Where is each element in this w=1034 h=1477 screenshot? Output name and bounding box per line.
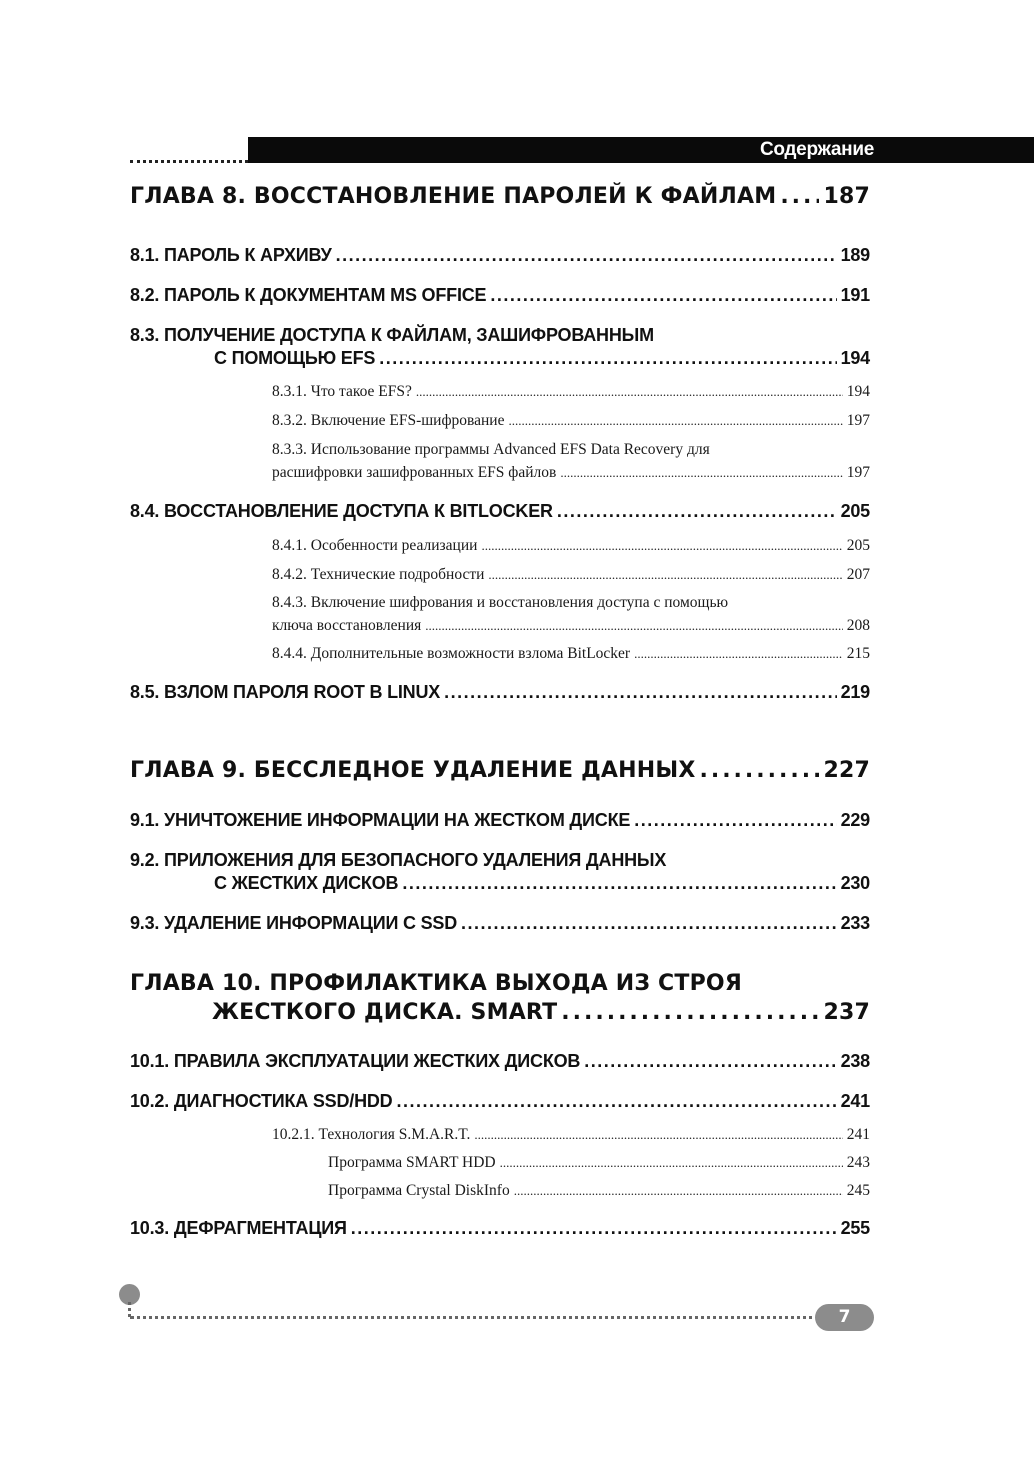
toc-subsection-crystal-diskinfo-title: Программа Crystal DiskInfo bbox=[328, 1182, 510, 1199]
toc-section-10-1[interactable] bbox=[130, 1050, 870, 1073]
toc-subsection-8-3-1-page: 194 bbox=[846, 383, 870, 400]
toc-subsection-8-4-1-title: 8.4.1. Особенности реализации bbox=[272, 537, 478, 554]
toc-subsection-8-4-4-page: 215 bbox=[846, 645, 870, 662]
toc-section-8-3[interactable] bbox=[130, 324, 870, 370]
toc-leader bbox=[500, 1151, 843, 1174]
toc-chapter-9[interactable] bbox=[130, 756, 870, 785]
toc-subsection-8-4-2[interactable] bbox=[272, 563, 870, 586]
toc-chapter-9-title: ГЛАВА 9. БЕССЛЕДНОЕ УДАЛЕНИЕ ДАННЫХ bbox=[130, 758, 696, 783]
toc-leader bbox=[396, 1090, 836, 1113]
toc-subsection-8-4-3-title-line2: ключа восстановления bbox=[272, 617, 422, 634]
toc-chapter-9-page: 227 bbox=[823, 758, 870, 783]
toc-section-10-2-title: 10.2. ДИАГНОСТИКА SSD/HDD bbox=[130, 1091, 393, 1111]
toc-leader bbox=[444, 681, 836, 704]
toc-section-9-3-title: 9.3. УДАЛЕНИЕ ИНФОРМАЦИИ С SSD bbox=[130, 913, 458, 933]
toc-section-8-3-page: 194 bbox=[840, 348, 870, 368]
toc-chapter-10-title-line2: ЖЕСТКОГО ДИСКА. SMART bbox=[212, 1000, 558, 1025]
toc-section-9-3[interactable] bbox=[130, 912, 870, 935]
toc-leader bbox=[461, 912, 837, 935]
toc-subsection-8-3-1[interactable] bbox=[272, 380, 870, 403]
toc-section-8-4-page: 205 bbox=[840, 501, 870, 521]
toc-leader bbox=[584, 1050, 836, 1073]
toc-section-10-2[interactable] bbox=[130, 1090, 870, 1113]
toc-section-10-2-page: 241 bbox=[840, 1091, 870, 1111]
toc-section-8-4-title: 8.4. ВОССТАНОВЛЕНИЕ ДОСТУПА К BITLOCKER bbox=[130, 501, 553, 521]
toc-subsection-8-3-2[interactable] bbox=[272, 409, 870, 432]
toc-subsection-10-2-1[interactable] bbox=[272, 1123, 870, 1146]
toc-section-8-5-page: 219 bbox=[840, 682, 870, 702]
toc-subsection-8-4-1-page: 205 bbox=[846, 537, 870, 554]
toc-section-8-5-title: 8.5. ВЗЛОМ ПАРОЛЯ ROOT В LINUX bbox=[130, 682, 441, 702]
footer-dotted-rule bbox=[130, 1316, 820, 1319]
toc-section-9-1-page: 229 bbox=[840, 810, 870, 830]
toc-section-9-3-page: 233 bbox=[840, 913, 870, 933]
toc-subsection-crystal-diskinfo-page: 245 bbox=[846, 1182, 870, 1199]
toc-section-9-2-title-line1: 9.2. ПРИЛОЖЕНИЯ ДЛЯ БЕЗОПАСНОГО УДАЛЕНИЯ ДАННЫХ bbox=[130, 850, 667, 870]
toc-subsection-smart-hdd-title: Программа SMART HDD bbox=[328, 1154, 496, 1171]
toc-leader bbox=[514, 1179, 843, 1202]
toc-section-10-3-page: 255 bbox=[840, 1218, 870, 1238]
toc-subsection-8-3-3-page: 197 bbox=[846, 464, 870, 481]
toc-leader bbox=[490, 284, 836, 307]
toc-leader bbox=[336, 244, 837, 267]
toc-subsection-8-4-4-title: 8.4.4. Дополнительные возможности взлома BitLocker bbox=[272, 645, 631, 662]
toc-subsection-8-4-3-title-line1: 8.4.3. Включение шифрования и восстановления доступа с помощью bbox=[272, 594, 729, 611]
toc-chapter-10[interactable] bbox=[130, 969, 870, 1027]
toc-leader bbox=[416, 380, 843, 403]
toc-leader bbox=[402, 872, 836, 895]
running-header-title: Содержание bbox=[759, 139, 874, 160]
toc-leader bbox=[561, 998, 819, 1027]
toc-leader bbox=[634, 809, 836, 832]
toc-leader bbox=[780, 182, 819, 211]
toc-subsection-8-4-1[interactable] bbox=[272, 534, 870, 557]
toc-subsection-8-4-3[interactable] bbox=[272, 591, 870, 637]
toc-chapter-8-title: ГЛАВА 8. ВОССТАНОВЛЕНИЕ ПАРОЛЕЙ К ФАЙЛАМ bbox=[130, 184, 777, 209]
toc-subsection-8-4-4[interactable] bbox=[272, 642, 870, 665]
toc-section-8-2-title: 8.2. ПАРОЛЬ К ДОКУМЕНТАМ MS OFFICE bbox=[130, 285, 487, 305]
toc-section-8-3-title-line2: С ПОМОЩЬЮ EFS bbox=[214, 348, 376, 368]
toc-subsection-8-3-3[interactable] bbox=[272, 438, 870, 484]
toc-section-10-1-title: 10.1. ПРАВИЛА ЭКСПЛУАТАЦИИ ЖЕСТКИХ ДИСКОВ bbox=[130, 1051, 581, 1071]
toc-leader bbox=[699, 756, 819, 785]
toc-leader bbox=[488, 563, 842, 586]
toc-chapter-8[interactable] bbox=[130, 182, 870, 218]
toc-section-10-3-title: 10.3. ДЕФРАГМЕНТАЦИЯ bbox=[130, 1218, 347, 1238]
toc-chapter-10-page: 237 bbox=[823, 1000, 870, 1025]
toc-leader bbox=[557, 500, 837, 523]
toc-section-9-1-title: 9.1. УНИЧТОЖЕНИЕ ИНФОРМАЦИИ НА ЖЕСТКОМ ДИСКЕ bbox=[130, 810, 631, 830]
toc-section-9-2-title-line2: С ЖЕСТКИХ ДИСКОВ bbox=[214, 873, 399, 893]
footer-vertical-dotted-rule bbox=[128, 1302, 131, 1317]
toc-leader bbox=[474, 1123, 842, 1146]
toc-subsection-smart-hdd-page: 243 bbox=[846, 1154, 870, 1171]
toc-section-8-3-title-line1: 8.3. ПОЛУЧЕНИЕ ДОСТУПА К ФАЙЛАМ, ЗАШИФРОВАННЫМ bbox=[130, 325, 654, 345]
toc-subsection-8-3-3-title-line1: 8.3.3. Использование программы Advanced EFS Data Recovery для bbox=[272, 441, 710, 458]
toc-section-8-1-title: 8.1. ПАРОЛЬ К АРХИВУ bbox=[130, 245, 332, 265]
toc-section-8-1-page: 189 bbox=[840, 245, 870, 265]
header-bar bbox=[248, 137, 1034, 163]
header-dotted-rule bbox=[130, 160, 248, 163]
toc-section-9-1[interactable] bbox=[130, 809, 870, 832]
toc-leader bbox=[508, 409, 842, 432]
toc-leader bbox=[425, 614, 843, 637]
toc-subsection-8-3-2-title: 8.3.2. Включение EFS-шифрование bbox=[272, 412, 505, 429]
toc-section-9-2[interactable] bbox=[130, 849, 870, 895]
page-number-badge: 7 bbox=[815, 1304, 874, 1331]
toc-section-10-3[interactable] bbox=[130, 1217, 870, 1240]
toc-leader bbox=[351, 1217, 837, 1240]
toc-section-9-2-page: 230 bbox=[840, 873, 870, 893]
toc-section-8-2-page: 191 bbox=[840, 285, 870, 305]
toc-subsection-8-4-2-title: 8.4.2. Технические подробности bbox=[272, 566, 485, 583]
toc-chapter-8-page: 187 bbox=[823, 184, 870, 209]
toc-section-8-5[interactable] bbox=[130, 681, 870, 704]
toc-chapter-10-title-line1: ГЛАВА 10. ПРОФИЛАКТИКА ВЫХОДА ИЗ СТРОЯ bbox=[130, 971, 742, 996]
toc-subsection-8-3-1-title: 8.3.1. Что такое EFS? bbox=[272, 383, 412, 400]
toc-leader bbox=[379, 347, 836, 370]
toc-section-8-1[interactable] bbox=[130, 244, 870, 267]
toc-section-8-2[interactable] bbox=[130, 284, 870, 307]
toc-leader bbox=[634, 642, 843, 665]
toc-section-8-4[interactable] bbox=[130, 500, 870, 523]
toc-subsection-8-4-2-page: 207 bbox=[846, 566, 870, 583]
toc-leader bbox=[560, 461, 842, 484]
toc-subsection-10-2-1-page: 241 bbox=[846, 1126, 870, 1143]
toc-subsection-10-2-1-title: 10.2.1. Технология S.M.A.R.T. bbox=[272, 1126, 471, 1143]
toc-section-10-1-page: 238 bbox=[840, 1051, 870, 1071]
toc-subsection-8-3-3-title-line2: расшифровки зашифрованных EFS файлов bbox=[272, 464, 557, 481]
toc-subsection-smart-hdd[interactable] bbox=[328, 1151, 870, 1174]
toc-subsection-8-4-3-page: 208 bbox=[846, 617, 870, 634]
toc-subsection-8-3-2-page: 197 bbox=[846, 412, 870, 429]
table-of-contents bbox=[130, 182, 870, 1240]
toc-subsection-crystal-diskinfo[interactable] bbox=[328, 1179, 870, 1202]
toc-leader bbox=[481, 534, 842, 557]
